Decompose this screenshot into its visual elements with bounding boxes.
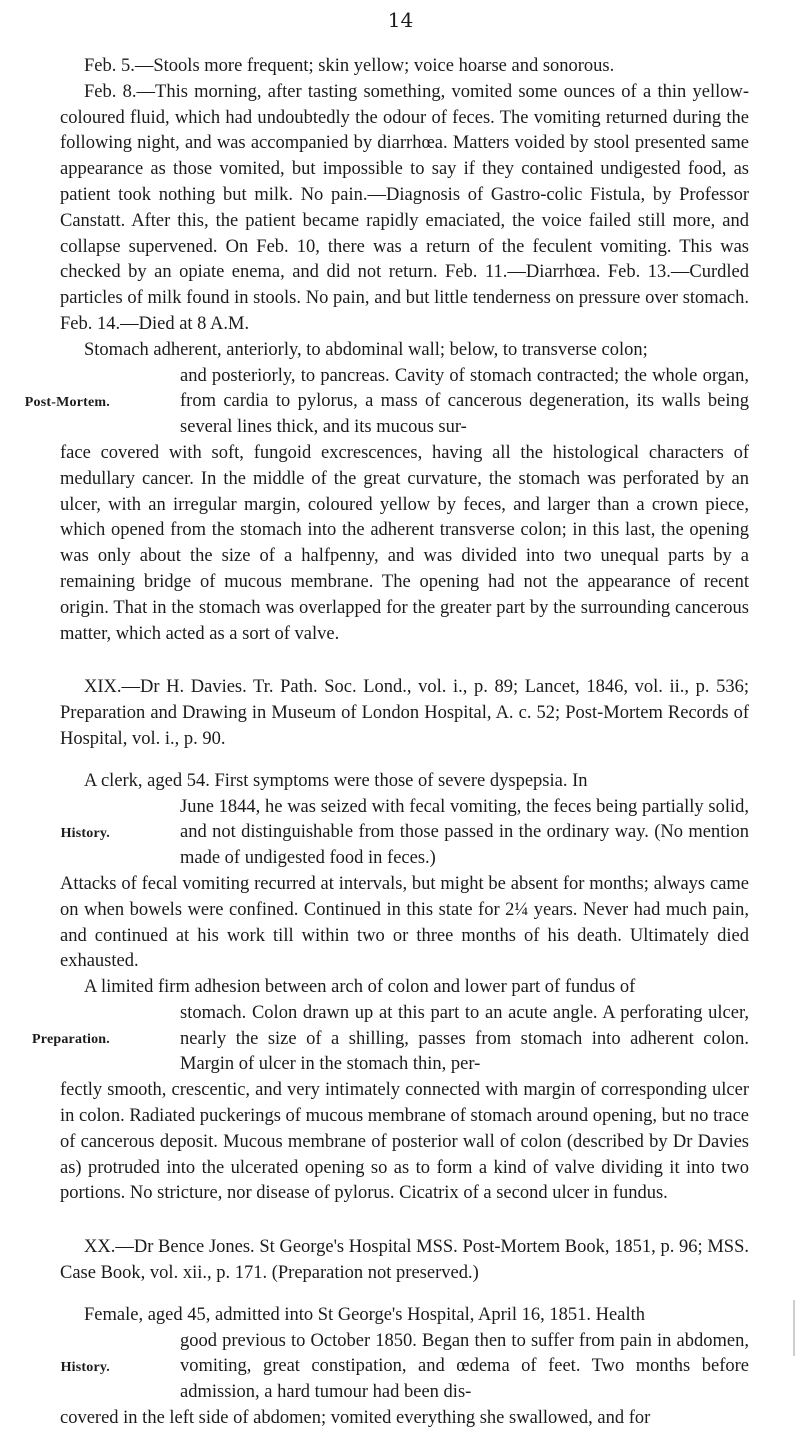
margin-label-preparation: Preparation.	[32, 1032, 110, 1048]
paragraph-feb5: Feb. 5.—Stools more frequent; skin yellow; voice hoarse and sonorous.	[84, 56, 615, 76]
case-xx-history-indented: good previous to October 1850. Began then to suffer from pain in abdomen, vomiting, great constipation, and œdema of feet. Two months before admission, a hard tumour had been dis-	[180, 1330, 749, 1403]
post-mortem-indented: and posteriorly, to pancreas. Cavity of stomach contracted; the whole organ, from cardia to pylorus, a mass of cancerous degeneration, its walls being several lines thick, and its mucous sur-	[180, 365, 749, 438]
case-xix-preparation-rest: fectly smooth, crescentic, and very intimately connected with margin of corresponding ulcer in colon. Radiated puckerings of mucous membrane of stomach around opening, but no trace of cancerous deposit. Mucous membrane of posterior wall of colon (described by Dr Davies as) protruded into the ulcerated opening so as to form a kind of valve dividing it into two portions. No stricture, nor disease of pylorus. Cicatrix of a second ulcer in fundus.	[60, 1080, 749, 1204]
margin-label-history-2: History.	[60, 1359, 110, 1375]
post-mortem-block	[24, 338, 749, 648]
post-mortem-rest: face covered with soft, fungoid excrescences, having all the histological characters of medullary cancer. In the middle of the great curvature, the stomach was perforated by an ulcer, with an irregular margin, coloured yellow by feces, and larger than a crown piece, which opened from the stomach into the adherent transverse colon; in this last, the opening was only about the size of a halfpenny, and was divided into two unequal parts by a remaining bridge of mucous membrane. The opening had not the appearance of recent origin. That in the stomach was overlapped for the greater part by the surrounding cancerous matter, which acted as a sort of valve.	[60, 442, 749, 644]
case-xix-preparation-first: A limited firm adhesion between arch of colon and lower part of fundus of	[84, 977, 636, 998]
page-number: 14	[387, 8, 414, 32]
case-xx-history-rest: covered in the left side of abdomen; vomited everything she swallowed, and for	[60, 1408, 651, 1429]
case-xix-heading: XIX.—Dr H. Davies. Tr. Path. Soc. Lond., vol. i., p. 89; Lancet, 1846, vol. ii., p. 536; Preparation and Drawing in Museum of London Hospital, A. c. 52; Post-Mortem Records of Hospital, vol. i., p. 90.	[60, 677, 749, 749]
case-xix-preparation	[32, 975, 749, 1207]
case-xix-history-first: A clerk, aged 54. First symptoms were those of severe dyspepsia. In	[84, 770, 588, 791]
page-edge-mark	[793, 1300, 795, 1356]
case-xx-history	[60, 1303, 749, 1432]
post-mortem-first-line: Stomach adherent, anteriorly, to abdominal wall; below, to transverse colon;	[84, 339, 648, 360]
spacer	[60, 753, 749, 769]
margin-label-post-mortem: Post-Mortem.	[24, 394, 110, 410]
case-xix-preparation-indented: stomach. Colon drawn up at this part to an acute angle. A perforating ulcer, nearly the size of a shilling, passes from stomach into adherent colon. Margin of ulcer in the stomach thin, per-	[180, 1002, 749, 1075]
paragraph-feb8: Feb. 8.—This morning, after tasting something, vomited some ounces of a thin yellow-coloured fluid, which had undoubtedly the odour of feces. The vomiting returned during the following night, and was accompanied by diarrhœa. Matters voided by stool presented same appearance as those vomited, but impossible to say if they contained undigested food, as patient took nothing but milk. No pain.—Diagnosis of Gastro-colic Fistula, by Professor Canstatt. After this, the patient became rapidly emaciated, the voice failed still more, and collapse supervened. On Feb. 10, there was a return of the feculent vomiting. This was checked by an opiate enema, and did not return. Feb. 11.—Diarrhœa. Feb. 13.—Curdled particles of milk found in stools. No pain, and but little tenderness on pressure over stomach. Feb. 14.—Died at 8 A.M.	[60, 81, 749, 334]
case-xx-history-first: Female, aged 45, admitted into St George's Hospital, April 16, 1851. Health	[84, 1304, 645, 1325]
case-xix-history	[60, 769, 749, 975]
case-xx-heading: XX.—Dr Bence Jones. St George's Hospital MSS. Post-Mortem Book, 1851, p. 96; MSS. Case Book, vol. xii., p. 171. (Preparation not preserved.)	[60, 1237, 749, 1284]
body-text	[24, 54, 749, 1432]
case-xix-history-rest: Attacks of fecal vomiting recurred at intervals, but might be absent for months; always came on when bowels were confined. Continued in this state for 2¼ years. Never had much pain, and continued at his work till within two or three months of his death. Ultimately died exhausted.	[60, 873, 749, 972]
margin-label-history: History.	[60, 825, 110, 841]
case-xix-history-indented: June 1844, he was seized with fecal vomiting, the feces being partially solid, and not distinguishable from those passed in the ordinary way. (No mention made of undigested food in feces.)	[180, 796, 749, 869]
spacer	[60, 1287, 749, 1303]
